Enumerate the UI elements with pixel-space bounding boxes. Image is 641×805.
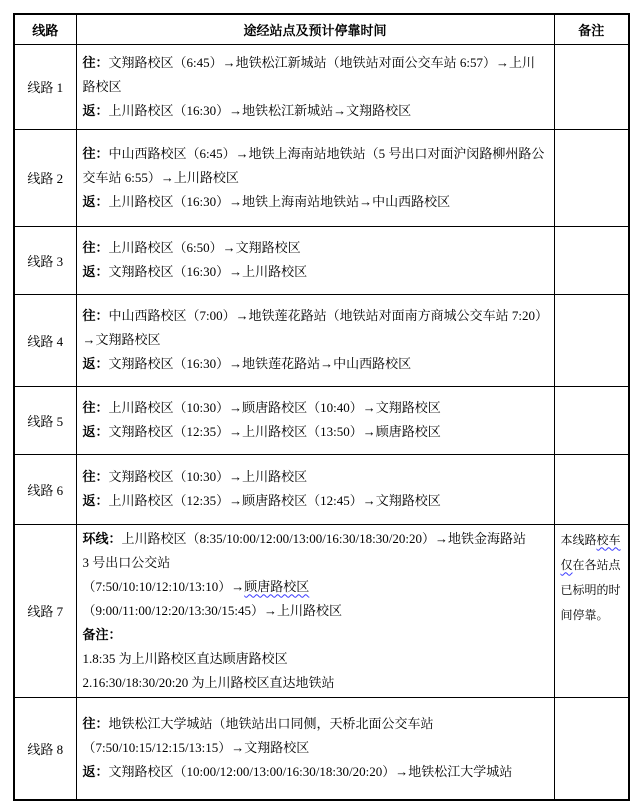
schedule-text: 本线路 <box>560 532 597 547</box>
schedule-text: 文翔路校区（16:30）→上川路校区 <box>108 264 308 279</box>
route-cell: 线路 8 <box>14 697 76 800</box>
remark-cell <box>554 129 629 226</box>
schedule-line <box>83 420 548 444</box>
schedule-text: 2.16:30/18:30/20:20 为上川路校区直达地铁站 <box>82 674 335 690</box>
stops-cell <box>76 226 554 294</box>
schedule-line <box>83 99 548 123</box>
schedule-line <box>83 575 548 599</box>
schedule-text: 中山西路校区（6:45）→地铁上海南站地铁站（5 号出口对面沪闵路柳州路公交车站 6:55）→上川路校区 <box>82 145 545 185</box>
schedule-text: 上川路校区（12:35）→顾唐路校区（12:45）→文翔路校区 <box>108 493 441 508</box>
schedule-text: 中山西路校区（7:00）→地铁莲花路站（地铁站对面南方商城公交车站 7:20）→文翔路校区 <box>82 308 542 347</box>
schedule-line <box>83 304 548 352</box>
schedule-text: （7:50/10:15/12:15/13:15）→文翔路校区 <box>82 740 310 756</box>
stops-cell <box>76 44 554 129</box>
direction-label: 备注： <box>82 626 122 642</box>
direction-label: 往： <box>82 469 109 484</box>
spellcheck-flagged-text: 仅 <box>560 557 573 572</box>
direction-label: 环线： <box>82 530 122 546</box>
schedule-text: （7:50/10:10/12:10/13:10）→ <box>82 578 245 594</box>
schedule-text: 上川路校区（16:30）→地铁上海南站地铁站→中山西路校区 <box>108 193 451 209</box>
route-cell: 线路 2 <box>14 129 76 226</box>
direction-label: 往： <box>82 400 109 415</box>
route-cell: 线路 5 <box>14 386 76 454</box>
schedule-line <box>83 551 548 575</box>
remark-cell <box>554 697 629 800</box>
schedule-text: （9:00/11:00/12:20/13:30/15:45）→上川路校区 <box>82 602 343 618</box>
remark-cell <box>554 44 629 129</box>
route-cell: 线路 1 <box>14 44 76 129</box>
direction-label: 返： <box>82 264 109 279</box>
schedule-table-body <box>14 44 629 800</box>
direction-label: 返： <box>82 493 109 508</box>
direction-label: 返： <box>82 193 109 209</box>
route-cell: 线路 7 <box>14 524 76 697</box>
schedule-text: 文翔路校区（16:30）→地铁莲花路站→中山西路校区 <box>108 356 412 371</box>
table-row <box>14 697 629 800</box>
header-remark: 备注 <box>554 14 629 44</box>
stops-cell <box>76 386 554 454</box>
schedule-line <box>83 465 548 489</box>
schedule-line <box>83 236 548 260</box>
table-row <box>14 454 629 524</box>
schedule-line <box>83 142 548 190</box>
schedule-line <box>83 647 548 671</box>
direction-label: 往： <box>82 716 109 732</box>
stops-cell <box>76 524 554 697</box>
direction-label: 返： <box>82 356 109 371</box>
table-row <box>14 386 629 454</box>
route-cell: 线路 4 <box>14 294 76 386</box>
schedule-text: 1.8:35 为上川路校区直达顾唐路校区 <box>82 650 288 666</box>
table-row <box>14 44 629 129</box>
schedule-text: 文翔路校区（12:35）→上川路校区（13:50）→顾唐路校区 <box>108 424 441 439</box>
schedule-line <box>83 712 548 736</box>
stops-cell <box>76 129 554 226</box>
direction-label: 往： <box>82 145 109 161</box>
remark-cell <box>554 226 629 294</box>
schedule-text: 上川路校区（10:30）→顾唐路校区（10:40）→文翔路校区 <box>108 400 441 415</box>
direction-label: 往： <box>82 54 109 70</box>
remark-cell <box>554 454 629 524</box>
schedule-line <box>83 396 548 420</box>
route-cell: 线路 6 <box>14 454 76 524</box>
remark-cell <box>554 294 629 386</box>
schedule-text: 文翔路校区（10:30）→上川路校区 <box>108 469 308 484</box>
schedule-text: 文翔路校区（6:45）→地铁松江新城站（地铁站对面公交车站 6:57）→上川路校区 <box>82 54 535 94</box>
schedule-text: 3 号出口公交站 <box>82 554 171 570</box>
direction-label: 往： <box>82 308 109 323</box>
schedule-text: 上川路校区（6:50）→文翔路校区 <box>108 240 301 255</box>
schedule-line <box>83 352 548 376</box>
header-row <box>14 14 629 44</box>
table-row <box>14 129 629 226</box>
schedule-line <box>83 760 548 784</box>
header-route: 线路 <box>14 14 76 44</box>
header-stops: 途经站点及预计停靠时间 <box>76 14 554 44</box>
schedule-text: 地铁松江大学城站（地铁站出口同侧，天桥北面公交车站 <box>108 716 434 732</box>
stops-cell <box>76 454 554 524</box>
schedule-text: 在各站点已标明的时间停靠。 <box>560 557 621 622</box>
schedule-line <box>83 599 548 623</box>
schedule-line <box>83 527 548 551</box>
direction-label: 返： <box>82 764 109 780</box>
schedule-line <box>83 260 548 284</box>
stops-cell <box>76 294 554 386</box>
direction-label: 往： <box>82 240 109 255</box>
spellcheck-flagged-text: 校车 <box>596 532 621 547</box>
schedule-line <box>83 736 548 760</box>
direction-label: 返： <box>82 424 109 439</box>
stops-cell <box>76 697 554 800</box>
spellcheck-flagged-text: 顾唐路校区 <box>244 578 310 594</box>
schedule-text: 上川路校区（8:35/10:00/12:00/13:00/16:30/18:30/20:20）→地铁金海路站 <box>121 530 526 546</box>
schedule-line <box>83 671 548 695</box>
schedule-text: 文翔路校区（10:00/12:00/13:00/16:30/18:30/20:20）→地铁松江大学城站 <box>108 764 513 780</box>
remark-cell <box>554 524 629 697</box>
schedule-text: 上川路校区（16:30）→地铁松江新城站→文翔路校区 <box>108 102 412 118</box>
table-row <box>14 294 629 386</box>
route-cell: 线路 3 <box>14 226 76 294</box>
direction-label: 返： <box>82 102 109 118</box>
schedule-line <box>83 190 548 214</box>
table-row <box>14 524 629 697</box>
remark-cell <box>554 386 629 454</box>
schedule-line <box>83 623 548 647</box>
table-row <box>14 226 629 294</box>
schedule-line <box>83 51 548 99</box>
schedule-line <box>83 489 548 513</box>
shuttle-schedule-table <box>13 13 630 801</box>
